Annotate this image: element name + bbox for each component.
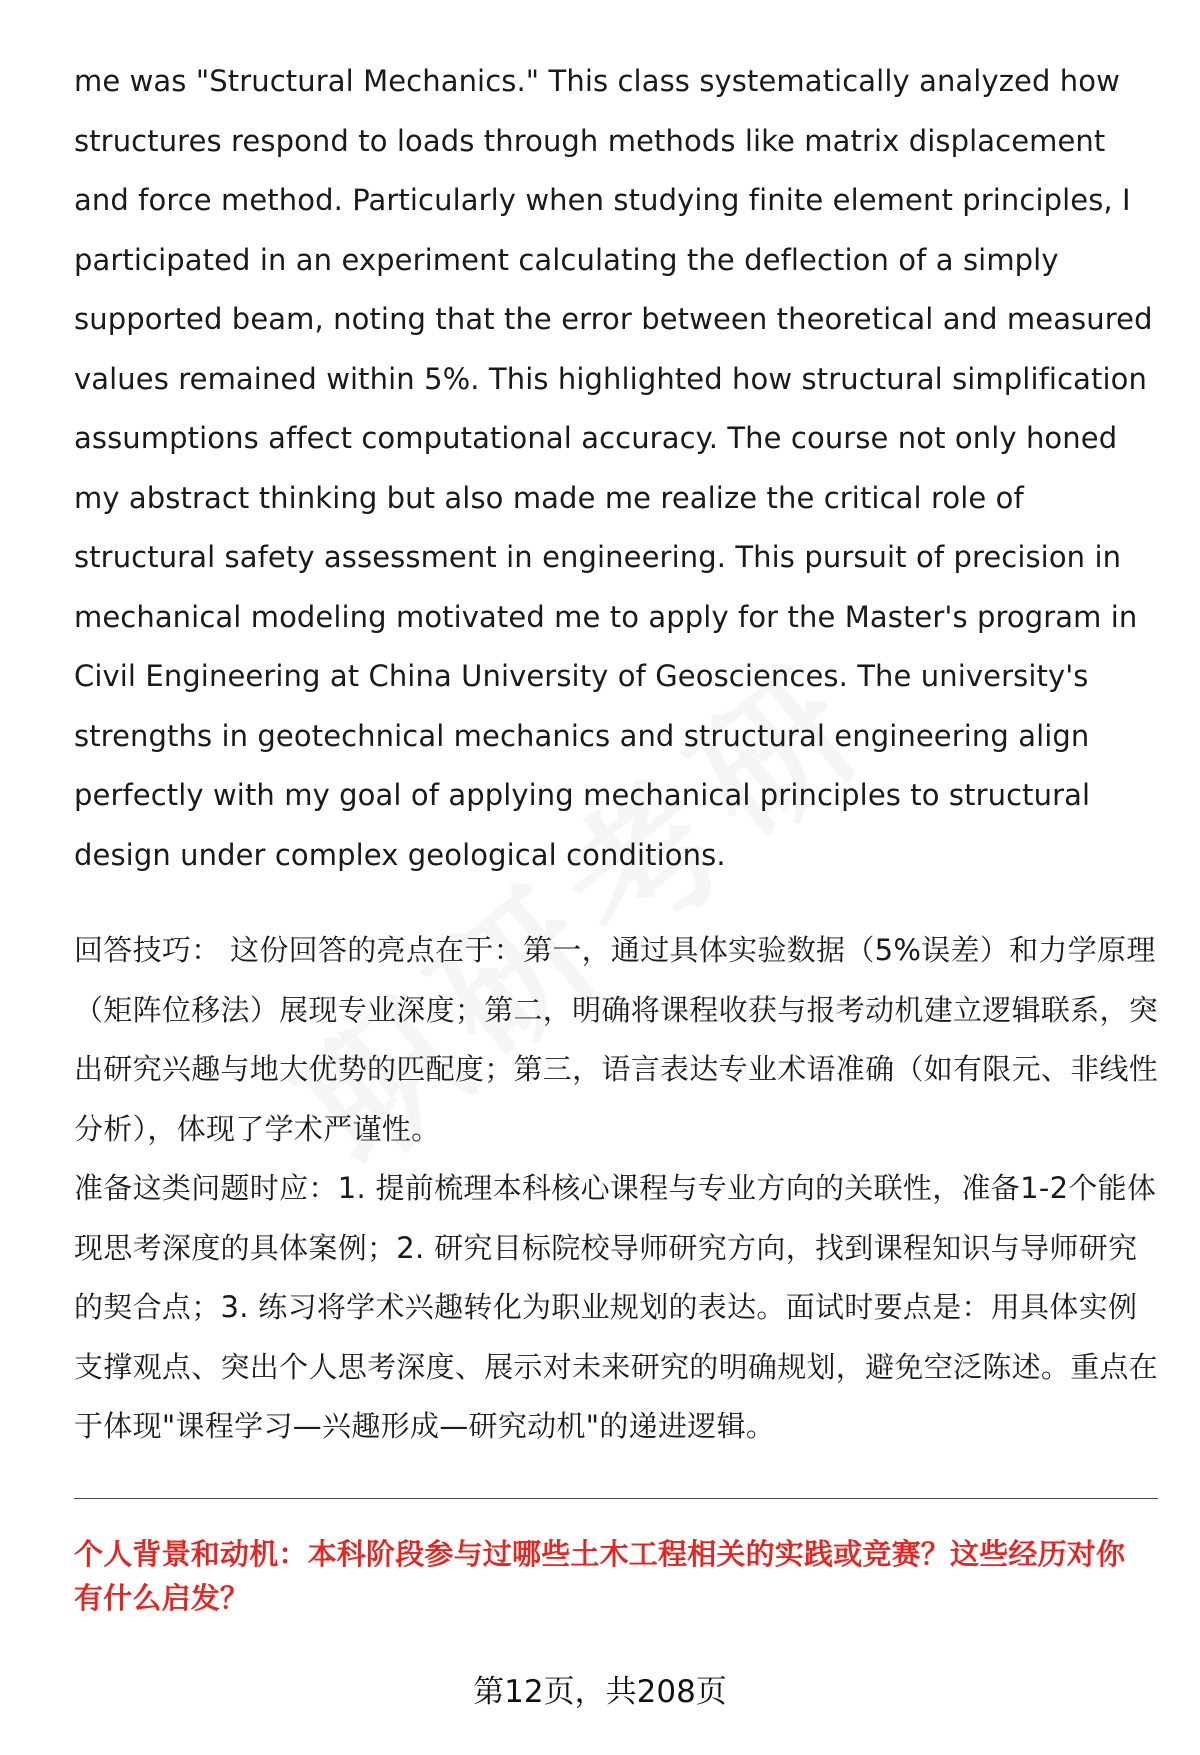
page-content (74, 52, 1164, 1457)
preparation-paragraph: 准备这类问题时应：1. 提前梳理本科核心课程与专业方向的关联性，准备1-2个能体现思考深度的具体案例；2. 研究目标院校导师研究方向，找到课程知识与导师研究的契合点；3. 练习将学术兴趣转化为职业规划的表达。面试时要点是：用具体实例支撑观点、突出个人思考深度、展示对未来研究的明确规划，避免空泛陈述。重点在于体现"课程学习—兴趣形成—研究动机"的递进逻辑。 (74, 1171, 1159, 1443)
tips-section (74, 921, 1164, 1457)
page-number-footer: 第12页，共208页 (473, 1674, 727, 1710)
answer-tips-paragraph: 回答技巧： 这份回答的亮点在于：第一，通过具体实验数据（5%误差）和力学原理（矩阵位移法）展现专业深度；第二，明确将课程收获与报考动机建立逻辑联系，突出研究兴趣与地大优势的匹配度；第三，语言表达专业术语准确（如有限元、非线性分析），体现了学术严谨性。 (74, 933, 1159, 1146)
next-question-heading: 个人背景和动机：本科阶段参与过哪些土木工程相关的实践或竞赛？这些经历对你有什么启发？ (74, 1537, 1126, 1615)
section-divider (74, 1498, 1158, 1499)
essay-paragraph: me was "Structural Mechanics." This class systematically analyzed how structures respond to loads through methods like matrix displacement and force method. Particularly when studying finite element principles, I participated in an experiment calculating the deflection of a simply supported beam, noting that the error between theoretical and measured values remained within 5%. This highlighted how structural simplification assumptions affect computational accuracy. The course not only honed my abstract thinking but also made me realize the critical role of structural safety assessment in engineering. This pursuit of precision in mechanical modeling motivated me to apply for the Master's program in Civil Engineering at China University of Geosciences. The university's strengths in geotechnical mechanics and structural engineering align perfectly with my goal of applying mechanical principles to structural design under complex geological conditions. (74, 64, 1153, 872)
